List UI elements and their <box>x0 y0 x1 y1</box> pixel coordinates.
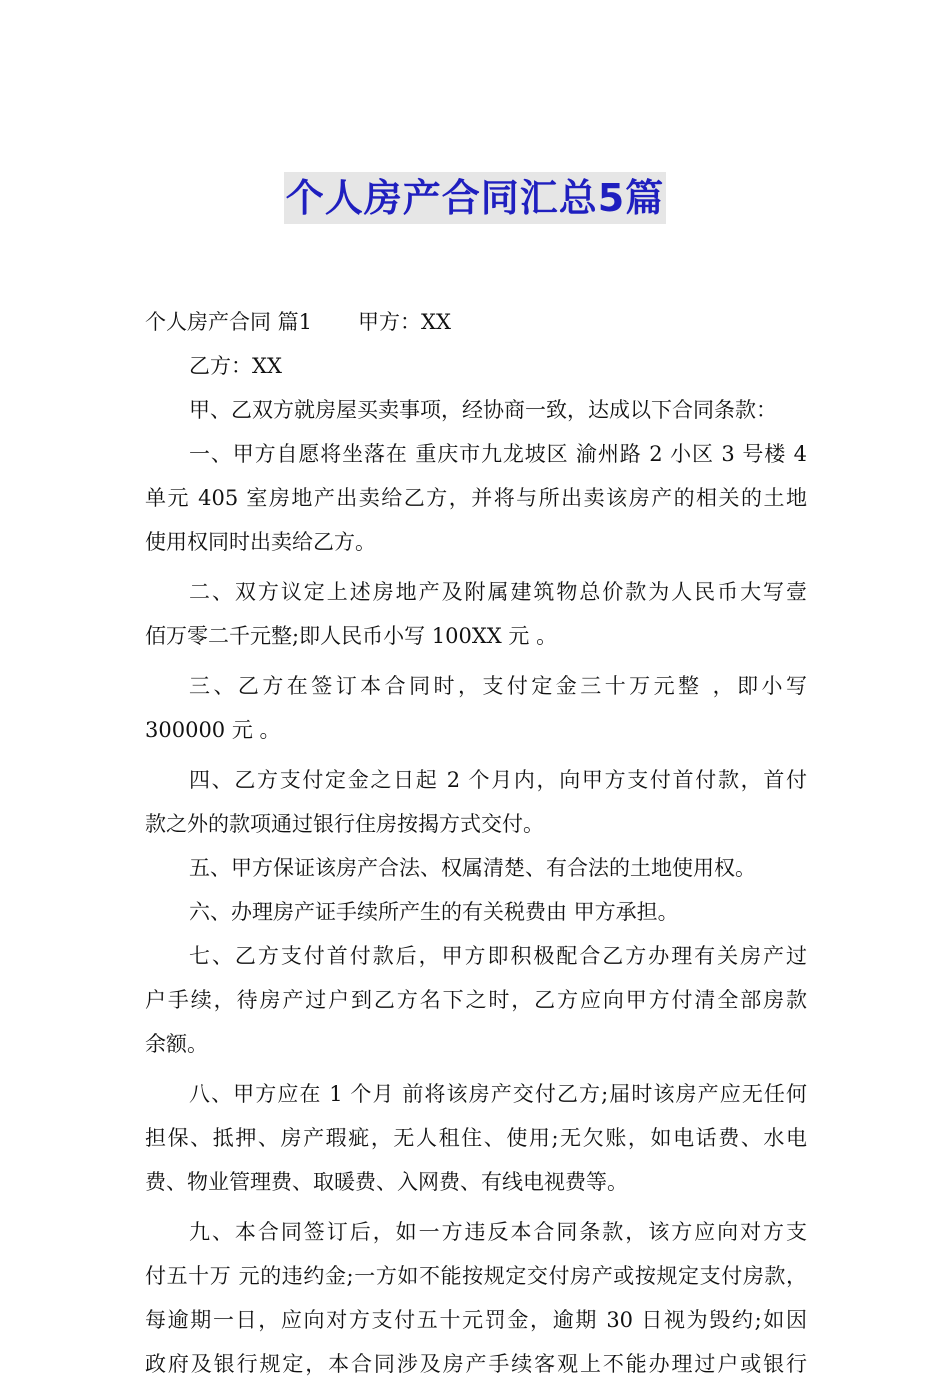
paragraph-intro: 甲、乙双方就房屋买卖事项，经协商一致，达成以下合同条款： <box>189 398 777 422</box>
clause-9-line-2: 付五十万 元的违约金;一方如不能按规定交付房产或按规定支付房款， <box>145 1264 807 1288</box>
clause-9-line-1: 九、本合同签订后，如一方违反本合同条款，该方应向对方支 <box>189 1220 807 1244</box>
clause-8-line-1: 八、甲方应在 1 个月 前将该房产交付乙方;届时该房产应无任何 <box>189 1082 807 1106</box>
clause-8-line-3: 费、物业管理费、取暖费、入网费、有线电视费等。 <box>145 1170 628 1194</box>
clause-5: 五、甲方保证该房产合法、权属清楚、有合法的土地使用权。 <box>189 856 756 880</box>
clause-1-line-3: 使用权同时出卖给乙方。 <box>145 530 376 554</box>
clause-9-line-3: 每逾期一日，应向对方支付五十元罚金，逾期 30 日视为毁约;如因 <box>145 1308 807 1332</box>
clause-8-line-2: 担保、抵押、房产瑕疵，无人租住、使用;无欠账，如电话费、水电 <box>145 1126 807 1150</box>
clause-3-line-2: 300000 元 。 <box>145 718 281 742</box>
party-b: 乙方：XX <box>189 354 282 378</box>
title-wrap <box>0 172 950 224</box>
clause-2-line-1: 二、双方议定上述房地产及附属建筑物总价款为人民币大写壹 <box>189 580 807 604</box>
clause-3-line-1: 三、乙方在签订本合同时，支付定金三十万元整 ，即小写 <box>189 674 807 698</box>
party-b-line <box>145 344 807 388</box>
section-header-line <box>145 300 807 344</box>
clause-1-line-1: 一、甲方自愿将坐落在 重庆市九龙坡区 渝州路 2 小区 3 号楼 4 <box>189 442 807 466</box>
clause-9-line-4: 政府及银行规定，本合同涉及房产手续客观上不能办理过户或银行 <box>145 1352 807 1376</box>
clause-7-line-2: 户手续，待房产过户到乙方名下之时，乙方应向甲方付清全部房款 <box>145 988 807 1012</box>
clause-4-line-1: 四、乙方支付定金之日起 2 个月内，向甲方支付首付款，首付 <box>189 768 807 792</box>
clause-4-line-2: 款之外的款项通过银行住房按揭方式交付。 <box>145 812 544 836</box>
party-a: 甲方：XX <box>358 310 451 334</box>
clause-1-line-2: 单元 405 室房地产出卖给乙方，并将与所出卖该房产的相关的土地 <box>145 486 807 510</box>
clause-7-line-1: 七、乙方支付首付款后，甲方即积极配合乙方办理有关房产过 <box>189 944 807 968</box>
clause-7-line-3: 余额。 <box>145 1032 208 1056</box>
document-title: 个人房产合同汇总5篇 <box>284 172 666 224</box>
section-title: 个人房产合同 篇1 <box>145 310 313 334</box>
clause-6: 六、办理房产证手续所产生的有关税费由 甲方承担。 <box>189 900 679 924</box>
clause-2-line-2: 佰万零二千元整;即人民币小写 100XX 元 。 <box>145 624 558 648</box>
document-body <box>145 300 807 1386</box>
